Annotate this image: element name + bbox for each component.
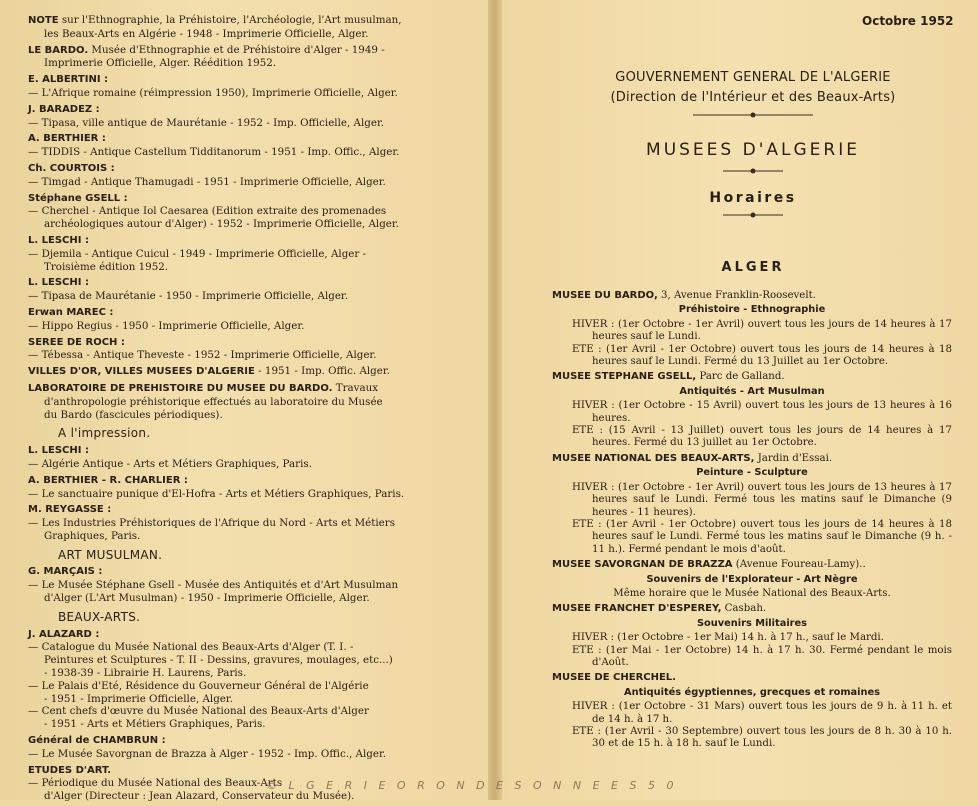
entry-text: — Tipasa de Maurétanie - 1950 - Imprimerie Officielle, Alger. bbox=[28, 290, 348, 303]
entry-text: les Beaux-Arts en Algérie - 1948 - Imprimerie Officielle, Alger. bbox=[44, 27, 369, 40]
museum-name-line bbox=[552, 290, 952, 302]
entry-text: du Bardo (fascicules périodiques). bbox=[44, 408, 223, 421]
ornament-divider-icon bbox=[693, 110, 813, 120]
entry-text: Peintures et Sculptures - T. II - Dessins, gravures, moulages, etc...) bbox=[44, 654, 393, 667]
bibliography-group-c bbox=[28, 565, 428, 604]
title-text: MUSEES D'ALGERIE bbox=[646, 140, 860, 160]
museum-name: MUSEE DE CHERCHEL. bbox=[552, 672, 676, 684]
gov-header bbox=[552, 68, 954, 120]
bibliography-group-b bbox=[28, 444, 428, 543]
entry-author: Général de CHAMBRUN : bbox=[28, 735, 166, 747]
entry-text: sur l'Ethnographie, la Préhistoire, l'Archéologie, l'Art musulman, bbox=[61, 14, 402, 26]
bibliography-entry bbox=[28, 503, 428, 542]
entry-author: G. MARÇAIS : bbox=[28, 566, 103, 578]
entry-text: Imprimerie Officielle, Alger. Réédition 1952. bbox=[44, 57, 277, 70]
entry-text: — Tipasa, ville antique de Maurétanie - 1952 - Imp. Officielle, Alger. bbox=[28, 116, 385, 129]
museum-address: Jardin d'Essai. bbox=[757, 452, 833, 464]
bibliography-entry bbox=[28, 565, 428, 604]
entry-author: L. LESCHI : bbox=[28, 277, 89, 289]
entry-text: — TIDDIS - Antique Castellum Tidditanorum - 1951 - Imp. Offic., Alger. bbox=[28, 146, 400, 159]
ornament-divider-icon bbox=[723, 166, 783, 176]
entry-author: A. BERTHIER : bbox=[28, 133, 106, 145]
entry-author: SEREE DE ROCH : bbox=[28, 336, 125, 348]
bibliography-column bbox=[28, 14, 428, 806]
page-subtitle bbox=[552, 190, 954, 224]
museum-category: Peinture - Sculpture bbox=[696, 467, 808, 479]
ornament-divider-icon bbox=[723, 210, 783, 220]
museum-schedule: HIVER : (1er Octobre - 1er Mai) 14 h. à 17 h., sauf le Mardi. bbox=[572, 632, 884, 644]
gov-line-2: (Direction de l'Intérieur et des Beaux-Arts) bbox=[610, 90, 896, 105]
entry-author: VILLES D'OR, VILLES MUSEES D'ALGERIE bbox=[28, 366, 255, 378]
entry-text: Troisième édition 1952. bbox=[44, 260, 169, 273]
bibliography-entry bbox=[28, 336, 428, 363]
bibliography-entry bbox=[28, 14, 428, 41]
entry-text: Graphiques, Paris. bbox=[44, 529, 141, 542]
document-date: Octobre 1952 bbox=[862, 14, 954, 28]
bibliography-entry bbox=[28, 192, 428, 231]
entry-text: — Le Musée Stéphane Gsell - Musée des Antiquités et d'Art Musulman bbox=[28, 579, 399, 592]
bibliography-entry bbox=[28, 734, 428, 761]
section-beaux-arts: BEAUX-ARTS. bbox=[58, 609, 141, 624]
entry-text: d'anthropologie préhistorique effectués au laboratoire du Musée bbox=[44, 395, 383, 408]
museum-name-line bbox=[552, 559, 952, 571]
entry-author: M. REYGASSE : bbox=[28, 504, 112, 516]
bibliography-entry bbox=[28, 103, 428, 130]
museum-schedule: ETE : (1er Avril - 1er Octobre) ouvert tous les jours de 14 heures à 18 heures sauf le Lundi. Fermé du 13 Juillet au 1er Octobre. bbox=[572, 343, 952, 368]
entry-text: — Hippo Regius - 1950 - Imprimerie Officielle, Alger. bbox=[28, 319, 305, 332]
entry-text: — Le Musée Savorgnan de Brazza à Alger - 1952 - Imp. Offic., Alger. bbox=[28, 747, 387, 760]
entry-author: Erwan MAREC : bbox=[28, 306, 114, 318]
entry-text: - 1951 - Arts et Métiers Graphiques, Paris. bbox=[44, 718, 266, 731]
museum-name: MUSEE STEPHANE GSELL, bbox=[552, 371, 697, 383]
entry-text: — Algérie Antique - Arts et Métiers Graphiques, Paris. bbox=[28, 457, 312, 470]
museum-name: MUSEE NATIONAL DES BEAUX-ARTS, bbox=[552, 452, 755, 464]
museum-block bbox=[552, 672, 952, 750]
page-fold bbox=[488, 0, 502, 800]
museum-schedule: HIVER : (1er Octobre - 15 Avril) ouvert tous les jours de 13 heures à 16 heures. bbox=[572, 400, 952, 424]
bibliography-entry bbox=[28, 276, 428, 303]
entry-author: ETUDES D'ART. bbox=[28, 764, 112, 776]
entry-author: Stéphane GSELL : bbox=[28, 192, 128, 204]
section-impression: A l'impression. bbox=[58, 426, 151, 441]
museum-address: 3, Avenue Franklin-Roosevelt. bbox=[661, 290, 816, 301]
entry-author: L. LESCHI : bbox=[28, 234, 89, 246]
entry-author: J. BARADEZ : bbox=[28, 103, 100, 115]
museum-category: Souvenirs Militaires bbox=[697, 617, 807, 629]
museum-schedule: Même horaire que le Musée National des Beaux-Arts. bbox=[613, 587, 891, 599]
museum-block bbox=[552, 371, 952, 449]
entry-text: — Cherchel - Antique Iol Caesarea (Edition extraite des promenades bbox=[28, 205, 387, 218]
museum-block bbox=[552, 603, 952, 669]
museum-address: (Avenue Foureau-Lamy).. bbox=[735, 559, 866, 571]
bibliography-group-d bbox=[28, 628, 428, 803]
bibliography-entry bbox=[28, 306, 428, 333]
bibliography-entry bbox=[28, 474, 428, 501]
bibliography-entry bbox=[28, 73, 428, 100]
entry-text: - 1951 - Imp. Offic. Alger. bbox=[258, 365, 390, 378]
entry-author: L. LESCHI : bbox=[28, 445, 89, 457]
entry-text: — Les Industries Préhistoriques de l'Afrique du Nord - Arts et Métiers bbox=[28, 517, 395, 530]
entry-text: d'Alger (L'Art Musulman) - 1950 - Imprimerie Officielle, Alger. bbox=[44, 592, 370, 605]
page-title bbox=[552, 140, 954, 181]
museum-name: MUSEE SAVORGNAN DE BRAZZA bbox=[552, 559, 733, 571]
entry-text: — L'Afrique romaine (réimpression 1950), Imprimerie Officielle, Alger. bbox=[28, 86, 398, 99]
entry-author: Ch. COURTOIS : bbox=[28, 162, 115, 174]
museum-category: Antiquités égyptiennes, grecques et romaines bbox=[624, 686, 880, 698]
entry-text: - 1951 - Imprimerie Officielle, Alger. bbox=[44, 692, 233, 705]
bibliography-entry bbox=[28, 44, 428, 71]
bibliography-entry bbox=[28, 444, 428, 471]
bibliography-entry bbox=[28, 628, 428, 731]
museum-schedule: ETE : (1er Mai - 1er Octobre) 14 h. à 17 h. 30. Fermé pendant le mois d'Août. bbox=[572, 644, 952, 668]
entry-text: — Le Palais d'Eté, Résidence du Gouverneur Général de l'Algérie bbox=[28, 679, 369, 692]
entry-author: A. BERTHIER - R. CHARLIER : bbox=[28, 474, 188, 486]
entry-text: archéologiques autour d'Alger) - 1952 - Imprimerie Officielle, Alger. bbox=[44, 218, 399, 231]
museum-category: Antiquités - Art Musulman bbox=[679, 385, 825, 397]
city-heading: ALGER bbox=[721, 260, 785, 275]
museum-category: Souvenirs de l'Explorateur - Art Nègre bbox=[646, 573, 858, 585]
museum-list bbox=[552, 290, 952, 754]
entry-text: — Le sanctuaire punique d'El-Hofra - Arts et Métiers Graphiques, Paris. bbox=[28, 487, 405, 500]
museum-schedule: HIVER : (1er Octobre - 1er Avril) ouvert tous les jours de 13 heures à 17 heures sauf le Lundi. Fermé tous les matins sauf le Dimanche (9 heures - 11 heures). bbox=[572, 481, 952, 518]
museum-schedule: ETE : (1er Avril - 30 Septembre) ouvert tous les jours de 8 h. 30 à 10 h. 30 et de 15 h. à 18 h. sauf le Lundi. bbox=[572, 726, 952, 750]
museum-block bbox=[552, 290, 952, 368]
entry-text: — Tébessa - Antique Theveste - 1952 - Imprimerie Officielle, Alger. bbox=[28, 349, 377, 362]
entry-author: J. ALAZARD : bbox=[28, 628, 100, 640]
subtitle-text: Horaires bbox=[709, 190, 797, 206]
entry-text: d'Alger (Directeur : Jean Alazard, Conservateur du Musée). bbox=[44, 790, 355, 803]
entry-author: E. ALBERTINI : bbox=[28, 74, 109, 86]
bibliography-entry bbox=[28, 162, 428, 189]
museum-schedule: ETE : (15 Avril - 13 Juillet) ouvert tous les jours de 14 heures à 17 heures. Fermé du 13 juillet au 1er Octobre. bbox=[572, 425, 952, 449]
museum-schedule: HIVER : (1er Octobre - 31 Mars) ouvert tous les jours de 9 h. à 11 h. et de 14 h. à 17 h. bbox=[572, 701, 952, 725]
museum-address: Parc de Galland. bbox=[699, 371, 785, 383]
watermark: © L G E R I E O R O N D E S O N N E E S 5 0 bbox=[266, 779, 678, 792]
museum-block bbox=[552, 559, 952, 600]
entry-author: LE BARDO. bbox=[28, 44, 89, 56]
museum-schedule: HIVER : (1er Octobre - 1er Avril) ouvert tous les jours de 14 heures à 17 heures sauf le Lundi. bbox=[572, 318, 952, 343]
museum-name-line bbox=[552, 371, 952, 383]
bibliography-entry bbox=[28, 365, 428, 379]
entry-text: — Cent chefs d'œuvre du Musée National des Beaux-Arts d'Alger bbox=[28, 705, 369, 718]
entry-text: — Timgad - Antique Thamugadi - 1951 - Imprimerie Officielle, Alger. bbox=[28, 175, 386, 188]
entry-author: LABORATOIRE DE PREHISTOIRE DU MUSEE DU BARDO. bbox=[28, 382, 333, 394]
entry-text: — Périodique du Musée National des Beaux-Arts bbox=[28, 777, 283, 790]
entry-text: — Djemila - Antique Cuicul - 1949 - Imprimerie Officielle, Alger - bbox=[28, 247, 367, 260]
entry-text: Musée d'Ethnographie et de Préhistoire d'Alger - 1949 - bbox=[91, 43, 385, 56]
gov-line-1: GOUVERNEMENT GENERAL DE L'ALGERIE bbox=[615, 70, 891, 85]
entry-author: NOTE bbox=[28, 15, 59, 26]
bibliography-entry bbox=[28, 234, 428, 273]
ornament-1 bbox=[552, 108, 954, 120]
museum-schedule: ETE : (1er Avril - 1er Octobre) ouvert tous les jours de 14 heures à 18 heures sauf le Lundi. Fermé tous les matins sauf le Dimanche (9 h. - 11 h.). Fermé pendant le mois d'août. bbox=[572, 518, 952, 555]
museum-block bbox=[552, 453, 952, 556]
entry-text: — Catalogue du Musée National des Beaux-Arts d'Alger (T. I. - bbox=[28, 641, 354, 654]
museum-address: Casbah. bbox=[724, 603, 767, 615]
bibliography-entry bbox=[28, 382, 428, 421]
entry-text: Travaux bbox=[335, 381, 379, 394]
museum-name: MUSEE FRANCHET D'ESPEREY, bbox=[552, 603, 722, 615]
entry-text: - 1938-39 - Librairie H. Laurens, Paris. bbox=[44, 667, 247, 680]
museum-name-line bbox=[552, 672, 952, 684]
museum-category: Préhistoire - Ethnographie bbox=[678, 304, 826, 316]
bibliography-group-a bbox=[28, 14, 428, 421]
museum-name: MUSEE DU BARDO, bbox=[552, 290, 658, 301]
section-art-musulman: ART MUSULMAN. bbox=[58, 547, 163, 562]
museum-name-line bbox=[552, 603, 952, 615]
museum-name-line bbox=[552, 453, 952, 465]
bibliography-entry bbox=[28, 132, 428, 159]
